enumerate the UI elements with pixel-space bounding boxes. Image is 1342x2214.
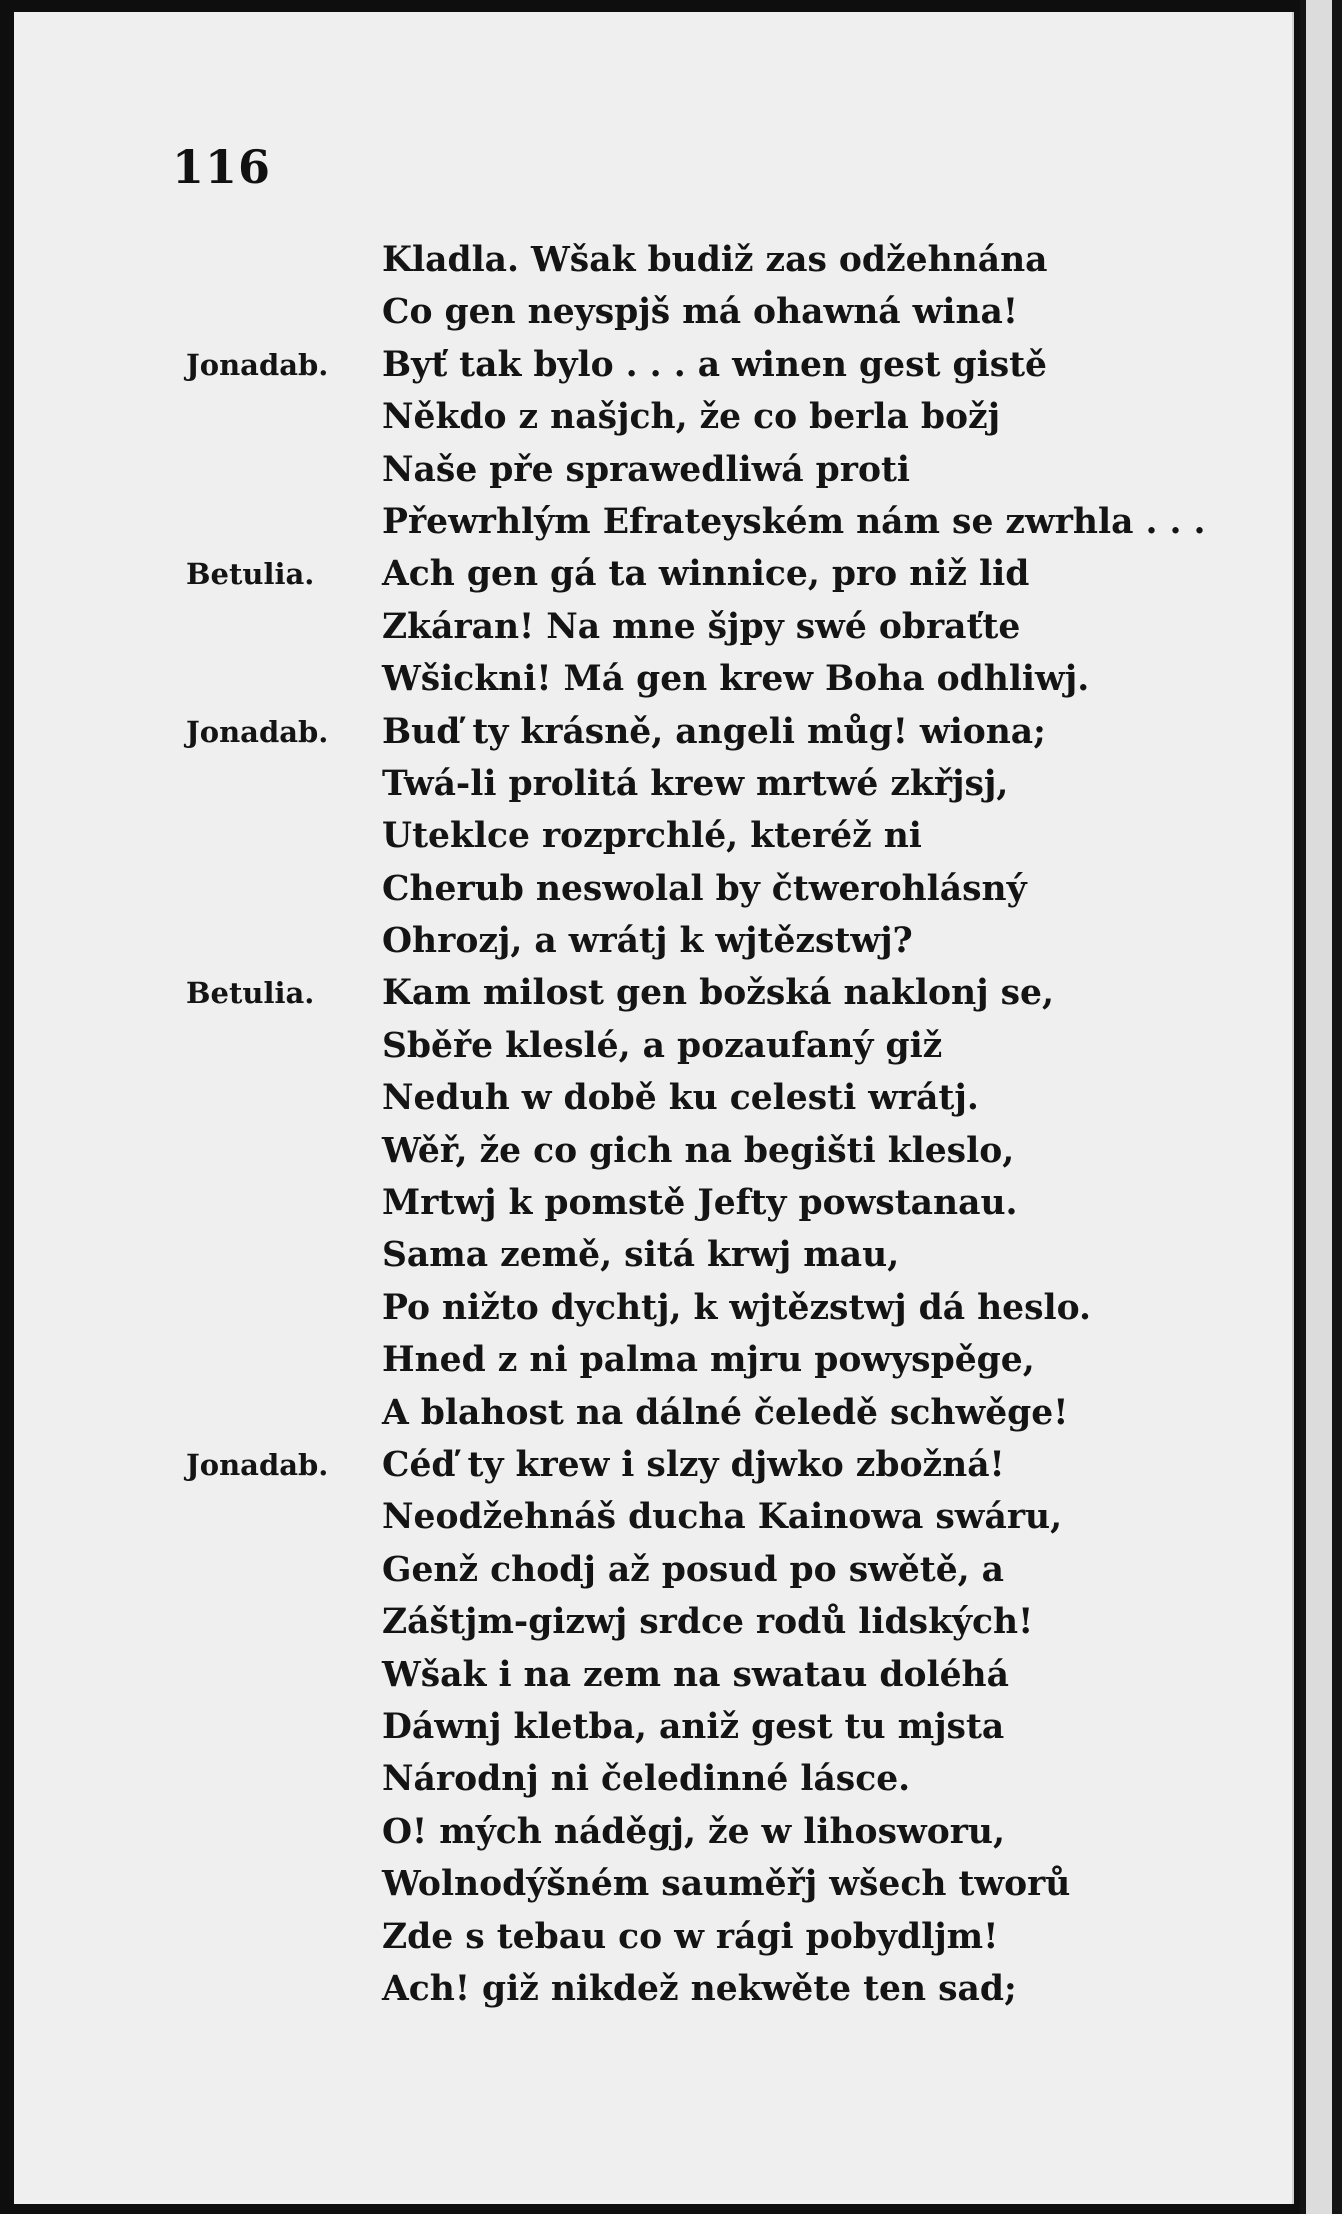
verse-text: Hned z ni palma mjru powyspěge,: [382, 1340, 1035, 1381]
verse-line: [186, 1439, 1246, 1491]
verse-text: Národnj ni čeledinné lásce.: [382, 1759, 911, 1800]
verse-line: [186, 496, 1246, 548]
verse-line: [186, 1072, 1246, 1124]
verse-text: Zkáran! Na mne šjpy swé obraťte: [382, 606, 1021, 647]
verse-line: [186, 967, 1246, 1019]
verse-text: Naše pře sprawedliwá proti: [382, 449, 911, 490]
verse-text: Twá-li prolitá krew mrtwé zkřjsj,: [382, 763, 1009, 804]
verse-line: [186, 1963, 1246, 2015]
verse-text: Kam milost gen božská naklonj se,: [382, 973, 1054, 1014]
verse-line: [186, 1125, 1246, 1177]
verse-line: [186, 706, 1246, 758]
verse-line: [186, 601, 1246, 653]
verse-line: [186, 1387, 1246, 1439]
verse-line: [186, 1491, 1246, 1543]
verse-text: Uteklce rozprchlé, kteréž ni: [382, 816, 922, 857]
verse-line: [186, 1544, 1246, 1596]
verse-text: Neduh w době ku celesti wrátj.: [382, 1078, 979, 1119]
verse-line: [186, 286, 1246, 338]
facing-page-edge: [1300, 0, 1342, 2214]
verse-text: O! mých náděgj, že w lihosworu,: [382, 1811, 1005, 1852]
verse-text: Wšak i na zem na swatau doléhá: [382, 1654, 1009, 1695]
verse-line: [186, 758, 1246, 810]
verse-line: [186, 1858, 1246, 1910]
verse-line: [186, 1177, 1246, 1229]
verse-text: Kladla. Wšak budiž zas odžehnána: [382, 240, 1048, 280]
verse-text: Záštjm-gizwj srdce rodů lidských!: [382, 1602, 1034, 1643]
verse-line: [186, 1229, 1246, 1281]
verse-line: [186, 1701, 1246, 1753]
verse-line: [186, 444, 1246, 496]
book-page: [14, 12, 1294, 2204]
verse-text: Céď ty krew i slzy djwko zbožná!: [382, 1444, 1005, 1485]
verse-line: [186, 1806, 1246, 1858]
verse-line: [186, 391, 1246, 443]
verse-text: Cherub neswolal by čtwerohlásný: [382, 868, 1027, 909]
verse-text: Sama země, sitá krwj mau,: [382, 1235, 900, 1276]
verse-text: Wšickni! Má gen krew Boha odhliwj.: [382, 659, 1090, 700]
verse-text: Někdo z našjch, že co berla božj: [382, 397, 1001, 438]
verse-line: [186, 1282, 1246, 1334]
verse-line: [186, 1911, 1246, 1963]
verse-text: Ach! giž nikdež nekwěte ten sad;: [382, 1968, 1017, 2009]
verse-line: [186, 1649, 1246, 1701]
verse-text: Dáwnj kletba, aniž gest tu mjsta: [382, 1706, 1005, 1747]
verse-text: Po nižto dychtj, k wjtězstwj dá heslo.: [382, 1287, 1092, 1328]
verse-text: Sběře kleslé, a pozaufaný giž: [382, 1025, 943, 1066]
speaker-name: Jonadab.: [186, 347, 329, 382]
verse-text: Zde s tebau co w rági pobydljm!: [382, 1916, 999, 1957]
verse-text: Přewrhlým Efrateyském nám se zwrhla . . .: [382, 501, 1206, 542]
verse-text: Wolnodýšném sauměřj wšech tworů: [382, 1864, 1071, 1905]
verse-text: Byť tak bylo . . . a winen gest gistě: [382, 344, 1048, 385]
verse-text: Co gen neyspjš má ohawná wina!: [382, 292, 1019, 333]
verse-text: A blahost na dálné čeledě schwěge!: [382, 1392, 1069, 1433]
verse-line: [186, 915, 1246, 967]
verse-line: [186, 1334, 1246, 1386]
facing-page-paper: [1306, 0, 1332, 2214]
verse-text: Ach gen gá ta winnice, pro niž lid: [382, 554, 1030, 595]
verse-text: Buď ty krásně, angeli můg! wiona;: [382, 711, 1046, 752]
verse-line: [186, 339, 1246, 391]
verse-text: Neodžehnáš ducha Kainowa swáru,: [382, 1497, 1063, 1538]
speaker-name: Betulia.: [186, 976, 315, 1011]
verse-line: [186, 1596, 1246, 1648]
page-number: 116: [172, 140, 272, 194]
verse-text: Ohrozj, a wrátj k wjtězstwj?: [382, 921, 913, 962]
verse-line: [186, 1753, 1246, 1805]
verse-text-block: [186, 234, 1246, 2015]
verse-text: Mrtwj k pomstě Jefty powstanau.: [382, 1183, 1018, 1224]
verse-line: [186, 1020, 1246, 1072]
speaker-name: Jonadab.: [186, 714, 329, 749]
verse-line: [186, 548, 1246, 600]
verse-line: [186, 653, 1246, 705]
verse-line: [186, 234, 1246, 286]
speaker-name: Jonadab.: [186, 1447, 329, 1482]
verse-text: Genž chodj až posud po swětě, a: [382, 1549, 1005, 1590]
verse-text: Wěř, že co gich na begišti kleslo,: [382, 1130, 1015, 1171]
verse-line: [186, 863, 1246, 915]
speaker-name: Betulia.: [186, 557, 315, 592]
verse-line: [186, 810, 1246, 862]
